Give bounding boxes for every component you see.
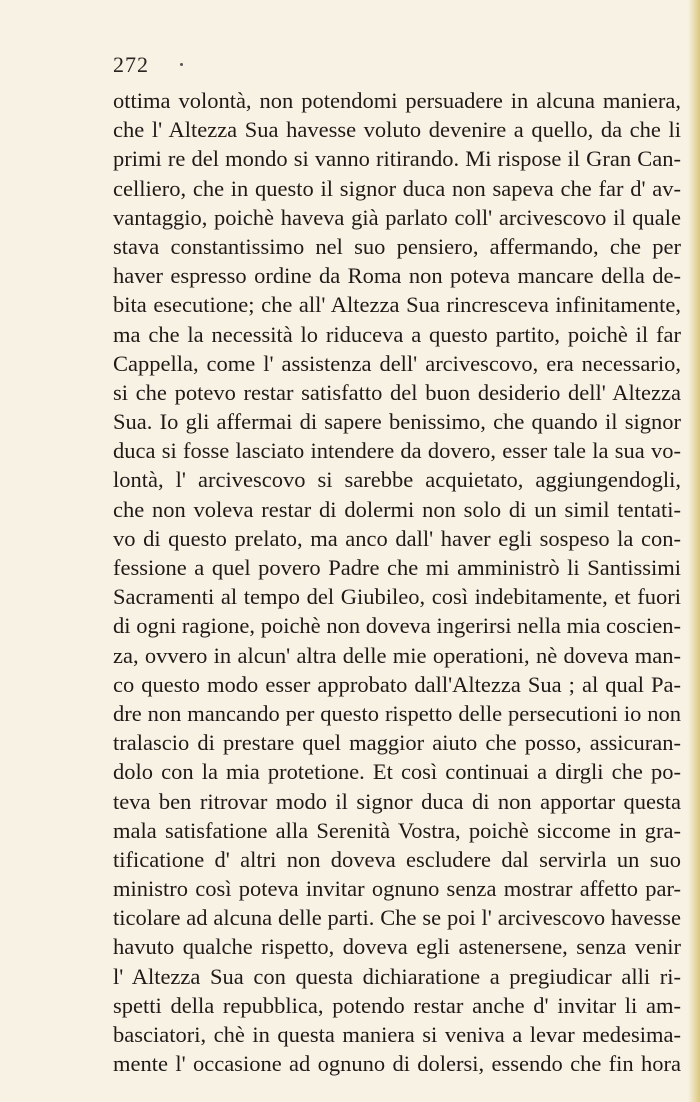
text-line: za, ovvero in alcun' altra delle mie operationi, nè doveva man- [113,642,681,668]
text-line: fessione a quel povero Padre che mi amministrò li Santissimi [113,555,681,580]
ink-speck [180,63,183,66]
text-line: havuto qualche rispetto, doveva egli astenersene, senza venir [113,934,681,960]
text-line: vo di questo prelato, ma anco dall' haver egli sospeso la con- [113,525,681,551]
text-line: stava constantissimo nel suo pensiero, affermando, che per [113,233,681,259]
text-line: si che potevo restar satisfatto del buon desiderio dell' Altezza [113,379,681,405]
text-line: ministro così poteva invitar ognuno senza mostrar affetto par- [113,876,681,902]
text-line: mala satisfatione alla Serenità Vostra, poichè siccome in gra- [113,817,681,843]
text-line: spetti della repubblica, potendo restar anche d' invitar li am- [113,992,681,1018]
text-line: duca si fosse lasciato intendere da dovero, esser tale la sua vo- [113,438,681,464]
text-line: celliero, che in questo il signor duca non sapeva che far d' av- [113,175,681,201]
text-line: tificatione d' altri non doveva escludere dal servirla un suo [113,846,681,872]
text-line: tralascio di prestare quel maggior aiuto che posso, assicuran- [113,730,681,756]
text-line: basciatori, chè in questa maniera si veniva a levar medesima- [113,1022,681,1047]
text-line: mente l' occasione ad ognuno di dolersi, essendo che fin hora [113,1051,681,1077]
text-line: haver espresso ordine da Roma non poteva mancare della de- [113,263,681,289]
text-line: co questo modo esser approbato dall'Altezza Sua ; al qual Pa- [113,671,681,697]
text-line: che non voleva restar di dolermi non solo di un simil tentati- [113,496,681,522]
body-text [113,86,681,1078]
text-line: dolo con la mia protetione. Et così continuai a dirgli che po- [113,759,681,785]
text-line: Sacramenti al tempo del Giubileo, così indebitamente, et fuori [113,584,681,610]
text-line: lontà, l' arcivescovo si sarebbe acquietato, aggiungendogli, [113,467,681,493]
text-line: dre non mancando per questo rispetto delle persecutioni io non [113,700,681,726]
text-line: che l' Altezza Sua havesse voluto devenire a quello, da che li [113,117,681,143]
text-line: di ogni ragione, poichè non doveva ingerirsi nella mia coscien- [113,613,681,639]
text-line: Cappella, come l' assistenza dell' arcivescovo, era necessario, [113,350,681,376]
text-line: teva ben ritrovar modo il signor duca di non apportar questa [113,788,681,814]
text-line: vantaggio, poichè haveva già parlato coll' arcivescovo il quale [113,204,681,230]
text-line: ottima volontà, non potendomi persuadere in alcuna maniera, [113,88,681,113]
text-line: ticolare ad alcuna delle parti. Che se poi l' arcivescovo havesse [113,905,681,931]
text-line: Sua. Io gli affermai di sapere benissimo, che quando il signor [113,409,681,435]
page-number: 272 [113,52,149,77]
page-edge-shadow [688,0,700,1102]
text-line: l' Altezza Sua con questa dichiaratione a pregiudicar alli ri- [113,963,681,989]
text-line: ma che la necessità lo riduceva a questo partito, poichè il far [113,321,681,347]
text-line: bita esecutione; che all' Altezza Sua rincresceva infinitamente, [113,292,681,318]
text-line: primi re del mondo si vanno ritirando. Mi rispose il Gran Can- [113,146,681,172]
